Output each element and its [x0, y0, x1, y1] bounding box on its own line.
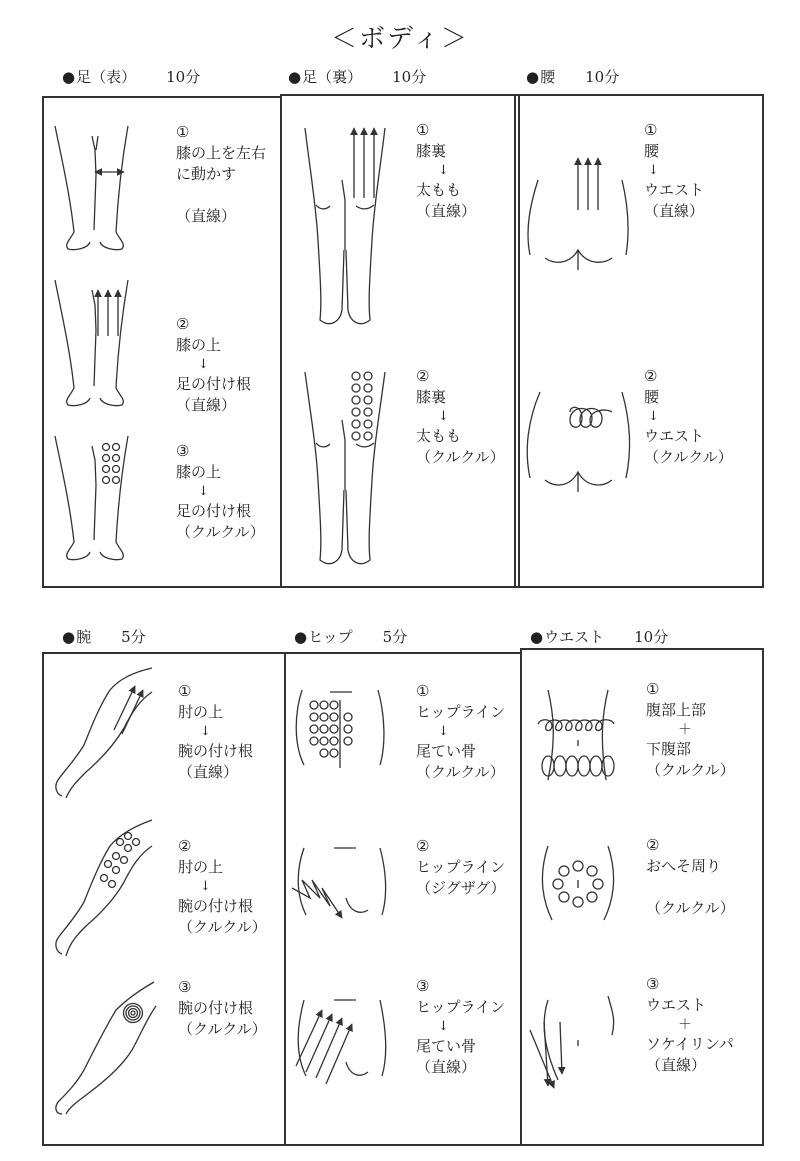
step-line: 腰 [644, 142, 660, 160]
hip-step-2 [416, 836, 506, 899]
down-arrow: ↓ [648, 163, 659, 178]
waist-diagram-1 [538, 690, 614, 780]
bullet-icon: ● [530, 627, 544, 646]
step-line: （直線） [416, 1058, 477, 1076]
legs-back-step-2 [416, 366, 505, 468]
step-line: ヒップライン [416, 858, 506, 876]
step-line: 膝の上 [176, 463, 222, 481]
step-line: （クルクル） [176, 523, 265, 541]
waist-diagram-3 [530, 996, 614, 1088]
legs-front-diagram-3 [55, 436, 128, 560]
plus-sign: ＋ [678, 722, 692, 738]
down-arrow: ↓ [198, 357, 209, 372]
step-line: （クルクル） [416, 448, 505, 466]
step-number: ① [646, 680, 660, 698]
step-line: 腹部上部 [646, 701, 707, 719]
hip-diagram-2 [292, 848, 386, 918]
step-line: （直線） [644, 202, 705, 220]
section-time: 5分 [382, 628, 408, 646]
step-number: ② [646, 836, 660, 854]
legs-front-step-1 [176, 122, 266, 227]
step-line: （クルクル） [178, 918, 267, 936]
plus-sign: ＋ [678, 1017, 692, 1033]
step-number: ③ [176, 442, 190, 460]
legs-front-diagram-2 [55, 280, 128, 406]
section-time: 10分 [392, 68, 427, 86]
step-line: に動かす [176, 165, 237, 183]
down-arrow: ↓ [200, 879, 211, 894]
step-line: 腰 [644, 388, 660, 406]
arm-step-1 [178, 681, 253, 783]
step-line: 膝裏 [416, 142, 447, 160]
step-number: ① [176, 123, 190, 141]
arm-step-2 [178, 836, 267, 938]
step-number: ③ [178, 978, 192, 996]
step-line: 肘の上 [178, 858, 224, 876]
legs-front-step-2 [176, 314, 251, 416]
down-arrow: ↓ [438, 163, 449, 178]
page-title: ＜ボディ＞ [331, 24, 469, 54]
step-line: 膝の上を左右 [176, 144, 267, 162]
bullet-icon: ● [62, 627, 76, 646]
step-line: 腕の付け根 [178, 742, 254, 760]
down-arrow: ↓ [438, 409, 449, 424]
step-line: （クルクル） [644, 448, 733, 466]
hip-diagram-1 [296, 690, 384, 768]
step-line: （クルクル） [646, 899, 735, 917]
step-line: 足の付け根 [176, 375, 252, 393]
arm-step-3 [178, 977, 267, 1040]
step-line: （クルクル） [416, 763, 505, 781]
down-arrow: ↓ [198, 484, 209, 499]
step-number: ② [416, 367, 430, 385]
bullet-icon: ● [294, 627, 308, 646]
waist-diagram-2 [542, 846, 613, 920]
step-line: ウエスト [646, 996, 707, 1014]
section-time: 10分 [585, 68, 620, 86]
step-line: 尾てい骨 [416, 1037, 477, 1055]
step-number: ③ [646, 975, 660, 993]
waist-step-2 [646, 835, 735, 919]
section-time: 5分 [121, 628, 146, 646]
step-line: （直線） [646, 1056, 707, 1074]
legs-back-diagram-2 [305, 372, 385, 564]
down-arrow: ↓ [438, 1019, 449, 1034]
lower-back-step-2 [644, 366, 733, 468]
step-line: （クルクル） [178, 1020, 267, 1038]
step-line: （クルクル） [646, 761, 735, 779]
arm-diagram-2 [56, 820, 152, 956]
waist-step-1 [646, 679, 735, 781]
step-line: ウエスト [644, 427, 705, 445]
step-line: ヒップライン [416, 703, 506, 721]
step-number: ① [416, 121, 430, 139]
down-arrow: ↓ [200, 724, 211, 739]
step-line: おへそ周り [646, 857, 722, 875]
step-line: 下腹部 [646, 740, 692, 758]
step-number: ③ [416, 977, 430, 995]
arm-diagram-3 [56, 982, 156, 1114]
step-line: 腕の付け根 [178, 999, 254, 1017]
step-number: ① [416, 682, 430, 700]
waist-step-3 [646, 974, 734, 1076]
step-line: （直線） [176, 207, 237, 225]
hip-step-3 [416, 976, 505, 1078]
lower-back-diagram-2 [527, 392, 629, 492]
step-line [646, 877, 735, 898]
step-line: 尾てい骨 [416, 742, 477, 760]
bullet-icon: ● [62, 67, 76, 86]
bullet-icon: ● [526, 67, 540, 86]
hip-diagram-3 [296, 1000, 386, 1084]
step-number: ① [178, 682, 192, 700]
hip-step-1 [416, 681, 505, 783]
step-number: ① [644, 121, 658, 139]
section-time: 10分 [634, 628, 669, 646]
step-line: 膝の上 [176, 336, 222, 354]
step-line: 太もも [416, 181, 462, 199]
step-line: 足の付け根 [176, 502, 252, 520]
step-line: （直線） [176, 396, 237, 414]
step-line [176, 185, 266, 206]
section-heading-label: 足（表） [76, 68, 137, 86]
step-line: ヒップライン [416, 998, 506, 1016]
step-line: （ジグザグ） [416, 879, 506, 897]
arm-diagram-1 [56, 668, 152, 798]
down-arrow: ↓ [648, 409, 659, 424]
step-line: （直線） [178, 763, 239, 781]
step-number: ② [178, 837, 192, 855]
legs-back-step-1 [416, 120, 476, 222]
down-arrow: ↓ [438, 724, 449, 739]
lower-back-step-1 [644, 120, 704, 222]
bullet-icon: ● [288, 67, 302, 86]
step-line: 太もも [416, 427, 462, 445]
step-number: ② [176, 315, 190, 333]
step-line: 膝裏 [416, 388, 447, 406]
legs-back-diagram-1 [305, 128, 385, 324]
legs-front-step-3 [176, 441, 265, 543]
section-heading-label: 腕 [76, 628, 92, 646]
lower-back-diagram-1 [528, 158, 628, 270]
section-time: 10分 [166, 68, 201, 86]
step-line: 肘の上 [178, 703, 224, 721]
step-line: ソケイリンパ [646, 1035, 734, 1053]
step-line: （直線） [416, 202, 477, 220]
section-heading-label: 足（裏） [302, 68, 363, 86]
section-heading-label: ウエスト [544, 628, 605, 646]
step-number: ② [416, 837, 430, 855]
section-heading-label: ヒップ [308, 628, 353, 646]
legs-front-diagram-1 [55, 126, 128, 250]
step-line: 腕の付け根 [178, 897, 254, 915]
section-heading-label: 腰 [540, 68, 556, 86]
step-line: ウエスト [644, 181, 705, 199]
step-number: ② [644, 367, 658, 385]
